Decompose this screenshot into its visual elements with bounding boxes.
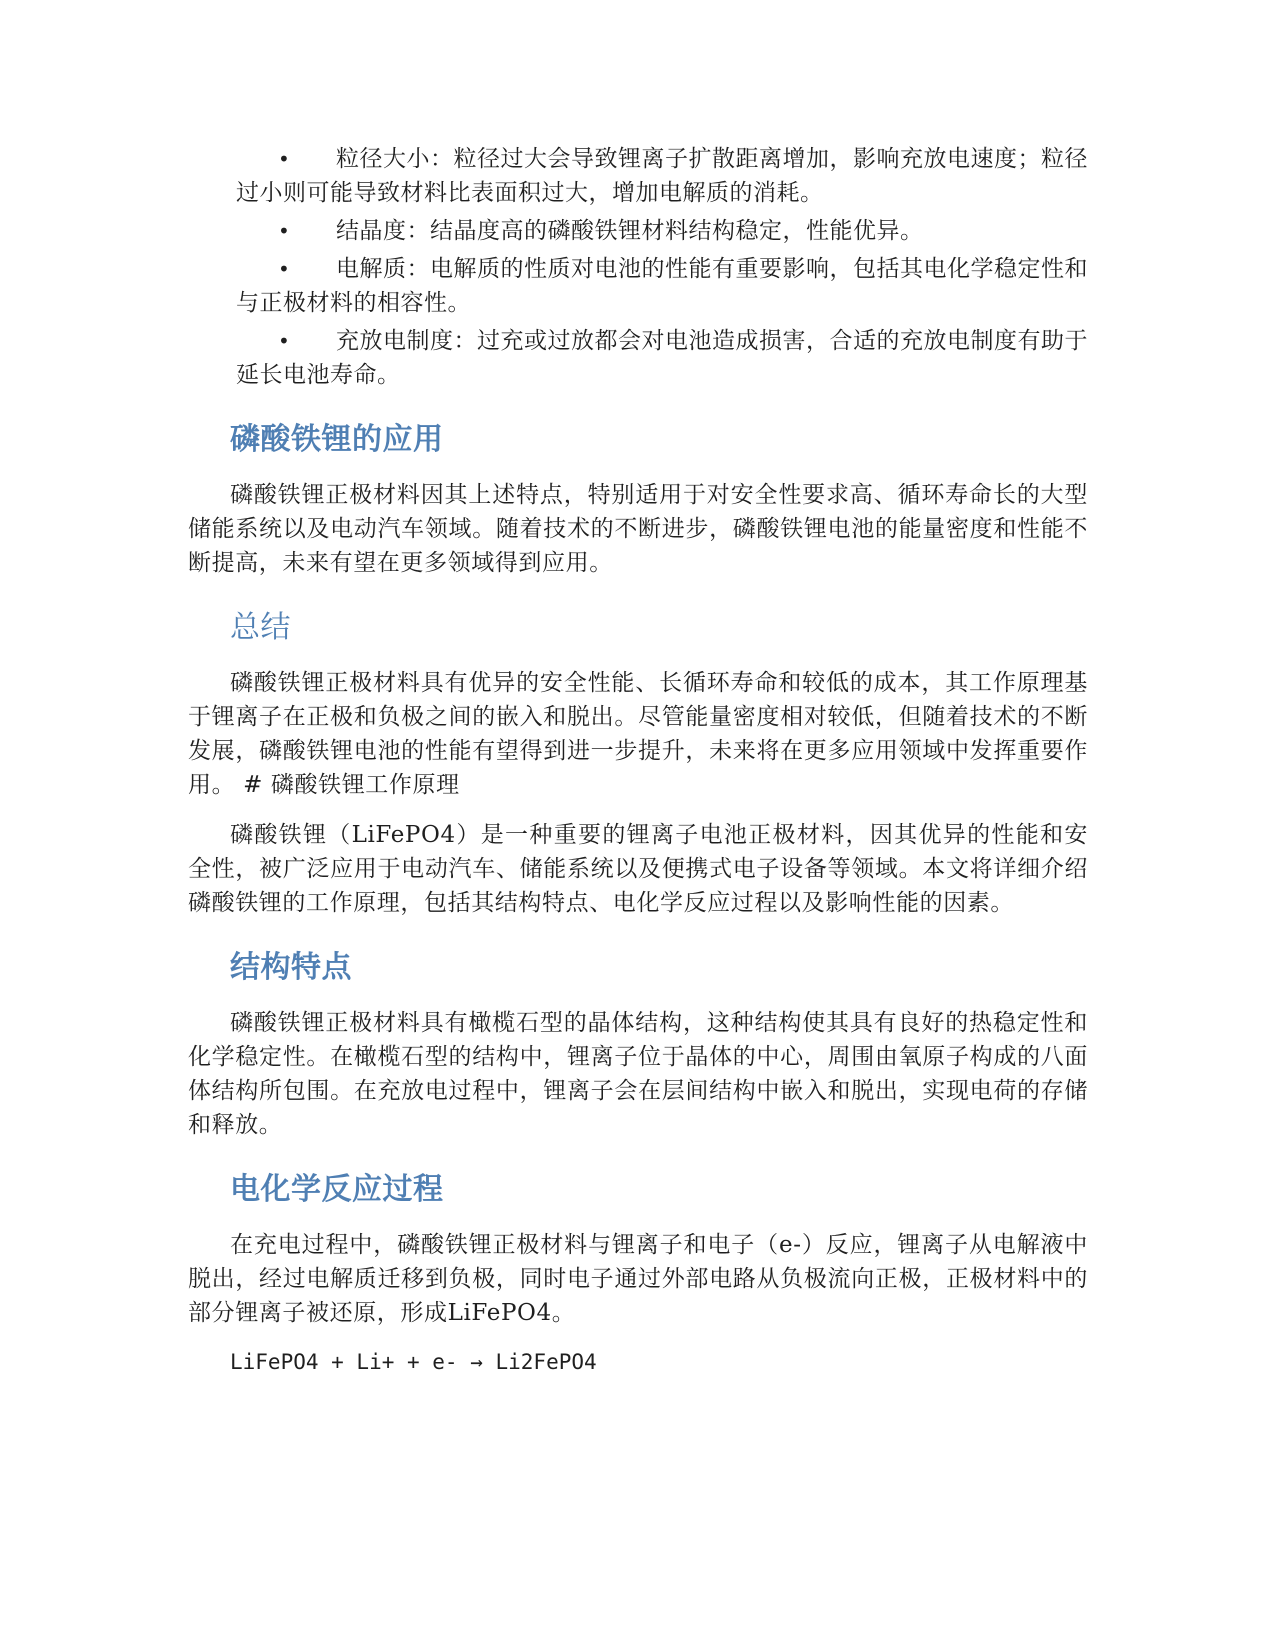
factor-list — [188, 142, 1088, 392]
reaction-equation: LiFePO4 + Li+ + e- → Li2FePO4 — [230, 1350, 597, 1374]
bullet-icon: • — [278, 257, 291, 281]
bullet-icon: • — [278, 147, 291, 171]
list-item-text: 粒径大小：粒径过大会导致锂离子扩散距离增加，影响充放电速度；粒径过小则可能导致材料比表面积过大，增加电解质的消耗。 — [236, 146, 1088, 206]
list-item — [188, 252, 1088, 320]
list-item — [188, 214, 1088, 248]
list-item — [188, 142, 1088, 210]
summary-paragraph: 磷酸铁锂正极材料具有优异的安全性能、长循环寿命和较低的成本，其工作原理基于锂离子在正极和负极之间的嵌入和脱出。尽管能量密度相对较低，但随着技术的不断发展，磷酸铁锂电池的性能有望得到进一步提升，未来将在更多应用领域中发挥重要作用。 # 磷酸铁锂工作原理 — [188, 670, 1088, 798]
list-item — [188, 324, 1088, 392]
bullet-icon: • — [278, 219, 291, 243]
intro-paragraph: 磷酸铁锂（LiFePO4）是一种重要的锂离子电池正极材料，因其优异的性能和安全性，被广泛应用于电动汽车、储能系统以及便携式电子设备等领域。本文将详细介绍磷酸铁锂的工作原理，包括其结构特点、电化学反应过程以及影响性能的因素。 — [188, 822, 1088, 916]
list-item-text: 电解质：电解质的性质对电池的性能有重要影响，包括其电化学稳定性和与正极材料的相容性。 — [236, 256, 1088, 316]
structure-paragraph: 磷酸铁锂正极材料具有橄榄石型的晶体结构，这种结构使其具有良好的热稳定性和化学稳定性。在橄榄石型的结构中，锂离子位于晶体的中心，周围由氧原子构成的八面体结构所包围。在充放电过程中，锂离子会在层间结构中嵌入和脱出，实现电荷的存储和释放。 — [188, 1010, 1088, 1138]
application-paragraph: 磷酸铁锂正极材料因其上述特点，特别适用于对安全性要求高、循环寿命长的大型储能系统以及电动汽车领域。随着技术的不断进步，磷酸铁锂电池的能量密度和性能不断提高，未来有望在更多领域得到应用。 — [188, 482, 1088, 576]
list-item-text: 充放电制度：过充或过放都会对电池造成损害，合适的充放电制度有助于延长电池寿命。 — [236, 328, 1088, 388]
reaction-heading: 电化学反应过程 — [230, 1172, 444, 1207]
bullet-icon: • — [278, 329, 291, 353]
reaction-paragraph: 在充电过程中，磷酸铁锂正极材料与锂离子和电子（e-）反应，锂离子从电解液中脱出，经过电解质迁移到负极，同时电子通过外部电路从负极流向正极，正极材料中的部分锂离子被还原，形成LiFePO4。 — [188, 1232, 1088, 1326]
document-body — [188, 142, 1088, 1378]
application-heading: 磷酸铁锂的应用 — [230, 422, 444, 457]
list-item-text: 结晶度：结晶度高的磷酸铁锂材料结构稳定，性能优异。 — [336, 218, 924, 244]
summary-heading: 总结 — [230, 610, 291, 645]
structure-heading: 结构特点 — [230, 950, 352, 985]
